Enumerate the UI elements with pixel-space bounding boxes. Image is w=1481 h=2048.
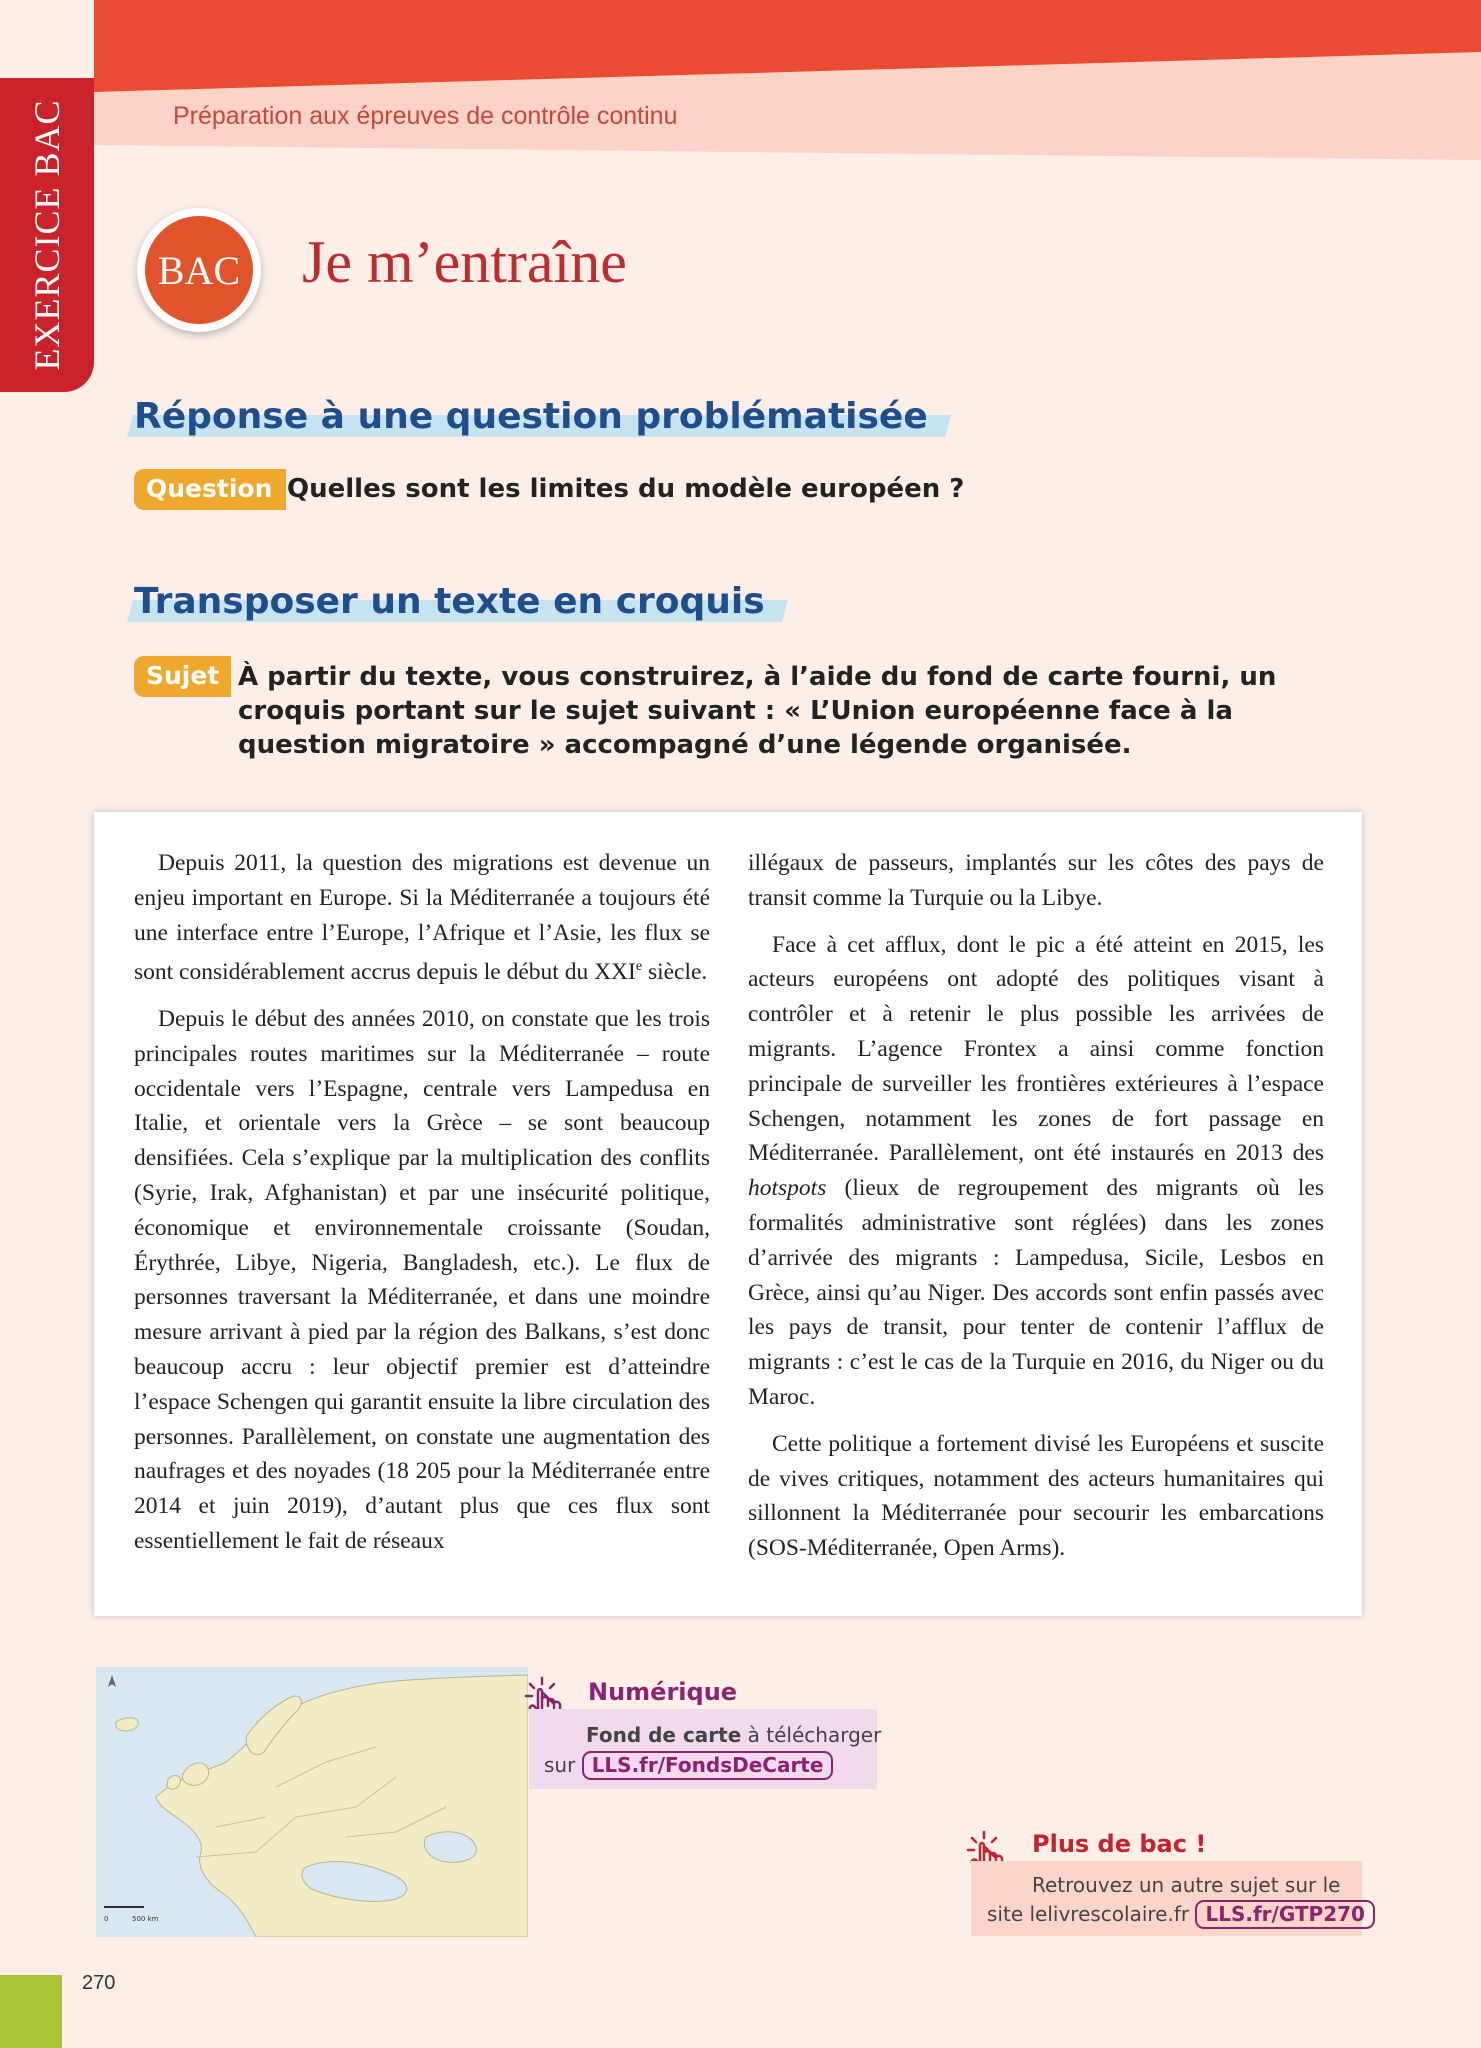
numerique-line-1: Fond de carte à télécharger <box>586 1723 882 1747</box>
paragraph-2-continued: illégaux de passeurs, implantés sur les côtes des pays de transit comme la Turquie ou la Libye. <box>748 850 1324 911</box>
plus-de-bac-line-1: Retrouvez un autre sujet sur le <box>1032 1873 1341 1897</box>
text-column-right <box>748 846 1324 1578</box>
exercice-bac-label: EXERCICE BAC <box>27 99 67 371</box>
page-corner-marker <box>0 1975 62 2048</box>
europe-map-image <box>96 1667 528 1937</box>
map-scale-zero: 0 <box>104 1915 109 1923</box>
paragraph-1: Depuis 2011, la question des migrations est devenue un enjeu important en Europe. Si la Méditerranée a toujours été une interface entre l’Europe, l’Afrique et l’Asie, les flux se sont considérablement accrus depuis le début du XXIe siècle. <box>134 850 710 986</box>
plus-de-bac-title: Plus de bac ! <box>1032 1830 1207 1858</box>
plus-de-bac-box <box>971 1861 1365 1936</box>
sujet-text: À partir du texte, vous construirez, à l’aide du fond de carte fourni, un croquis portant sur le sujet suivant : « L’Union européenne face à la question migratoire » accompagné d’une légende organisée. <box>238 662 1277 760</box>
page-number: 270 <box>82 1972 116 1994</box>
plus-de-bac-line-2: site lelivrescolaire.fr LLS.fr/GTP270 <box>987 1900 1375 1929</box>
bac-badge <box>137 208 261 332</box>
gtp270-link[interactable]: LLS.fr/GTP270 <box>1195 1900 1374 1929</box>
question-text: Quelles sont les limites du modèle européen ? <box>287 474 965 504</box>
paragraph-3: Face à cet afflux, dont le pic a été atteint en 2015, les acteurs européens ont adopté des politiques visant à contrôler et à retenir le plus possible les arrivées de migrants. L’agence Frontex a ainsi comme fonction principale de surveiller les frontières extérieures à l’espace Schengen, notamment les zones de fort passage en Méditerranée. Parallèlement, ont été instaurés en 2013 des hotspots (lieux de regroupement des migrants où les formalités administrative sont réglées) dans les zones d’arrivée des migrants : Lampedusa, Sicile, Lesbos en Grèce, ainsi qu’au Niger. Des accords sont enfin passés avec les pays de transit, pour tenter de contenir l’afflux de migrants : c’est le cas de la Turquie en 2016, du Niger ou du Maroc. <box>748 931 1324 1410</box>
preparation-subtitle: Préparation aux épreuves de contrôle continu <box>173 102 678 130</box>
bac-badge-label: BAC <box>145 216 253 324</box>
fonds-de-carte-link[interactable]: LLS.fr/FondsDeCarte <box>582 1751 834 1780</box>
section-title-question: Réponse à une question problématisée <box>134 396 948 437</box>
sujet-tag: Sujet <box>134 656 231 697</box>
europe-base-map <box>96 1667 528 1937</box>
top-banner <box>0 0 1481 160</box>
text-column-left <box>134 846 710 1571</box>
question-tag: Question <box>134 469 286 510</box>
paragraph-2: Depuis le début des années 2010, on constate que les trois principales routes maritimes sur la Méditerranée – route occidentale vers l’Espagne, centrale vers Lampedusa en Italie, et orientale vers la Grèce – se sont beaucoup densifiées. Cela s’explique par la multiplication des conflits (Syrie, Irak, Afghanistan) et par une insécurité politique, économique et environnementale croissante (Soudan, Érythrée, Libye, Nigeria, Bangladesh, etc.). Le flux de personnes traversant la Méditerranée, et dans une moindre mesure arrivant à pied par la région des Balkans, s’est donc beaucoup accru : leur objectif premier est d’atteindre l’espace Schengen qui garantit ensuite la libre circulation des personnes. Parallèlement, on constate une augmentation des naufrages et des noyades (18 205 pour la Méditerranée entre 2014 et juin 2019), d’autant plus que ces flux sont essentiellement le fait de réseaux <box>134 1006 710 1554</box>
numerique-line-2: sur LLS.fr/FondsDeCarte <box>544 1751 833 1780</box>
document-text-box <box>94 812 1362 1616</box>
section-title-croquis: Transposer un texte en croquis <box>134 581 785 622</box>
numerique-title: Numérique <box>588 1678 738 1706</box>
map-scale-label: 500 km <box>132 1915 159 1923</box>
paragraph-4: Cette politique a fortement divisé les Européens et suscite de vives critiques, notamment des acteurs humanitaires qui sillonnent la Méditerranée pour secourir les embarcations (SOS-Méditerranée, Open Arms). <box>748 1430 1324 1562</box>
numerique-box <box>529 1709 882 1789</box>
page-title: Je m’entraîne <box>302 229 627 295</box>
